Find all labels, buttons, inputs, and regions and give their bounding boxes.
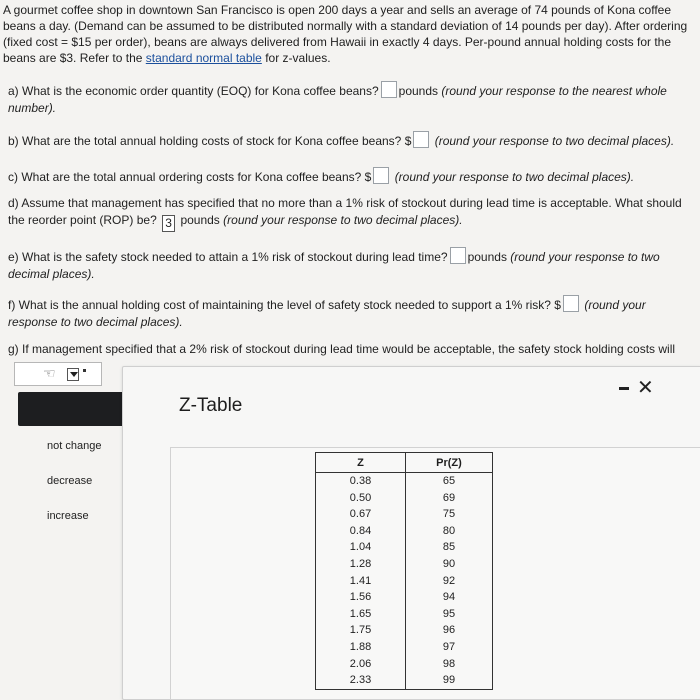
standard-normal-table-link[interactable]: standard normal table xyxy=(145,51,262,65)
pr-value: 69 xyxy=(406,490,493,507)
hand-pointer-icon: ☜ xyxy=(43,365,56,381)
z-table-window xyxy=(122,366,700,700)
z-table-content xyxy=(170,447,700,700)
table-row xyxy=(316,556,493,573)
window-title: Z-Table xyxy=(179,395,243,416)
pr-value: 65 xyxy=(406,473,493,490)
pr-value: 92 xyxy=(406,573,493,590)
problem-statement: A gourmet coffee shop in downtown San Francisco is open 200 days a year and sells an average of 74 pounds of Kona coffee beans a day. (Demand can be assumed to be distributed normally with a standard deviation of 14 pounds per day). After ordering (fixed cost = $15 per order), beans are always delivered from Hawaii in exactly 4 days. Per-pound annual holding costs for the beans are $3. Refer to the standard normal table for z-values. xyxy=(3,3,688,65)
table-row xyxy=(316,506,493,523)
question-b: b) What are the total annual holding costs of stock for Kona coffee beans? $ (round your response to two decimal places). xyxy=(8,131,698,150)
z-value: 1.56 xyxy=(316,589,406,606)
minimize-icon[interactable] xyxy=(619,387,629,390)
table-row xyxy=(316,473,493,490)
z-value: 2.06 xyxy=(316,656,406,673)
dropdown-highlight[interactable] xyxy=(18,392,134,426)
dropdown-toggle[interactable] xyxy=(67,368,79,381)
z-value: 1.65 xyxy=(316,606,406,623)
close-icon[interactable]: ✕ xyxy=(637,377,654,399)
answer-a-input[interactable] xyxy=(381,81,397,98)
table-row xyxy=(316,639,493,656)
answer-f-input[interactable] xyxy=(563,295,579,312)
z-value: 0.84 xyxy=(316,523,406,540)
table-row xyxy=(316,490,493,507)
option-not-change[interactable]: not change xyxy=(47,440,102,452)
header-z: Z xyxy=(316,453,406,473)
table-row xyxy=(316,606,493,623)
question-g: g) If management specified that a 2% risk of stockout during lead time would be acceptable, the safety stock holding costs will xyxy=(8,342,676,356)
z-value: 1.28 xyxy=(316,556,406,573)
question-c: c) What are the total annual ordering costs for Kona coffee beans? $ (round your response to two decimal places). xyxy=(8,167,698,186)
table-row xyxy=(316,539,493,556)
answer-g-dropdown[interactable] xyxy=(14,362,102,386)
z-value: 0.67 xyxy=(316,506,406,523)
table-row xyxy=(316,622,493,639)
pr-value: 99 xyxy=(406,672,493,689)
option-decrease[interactable]: decrease xyxy=(47,475,93,487)
pr-value: 85 xyxy=(406,539,493,556)
question-e: e) What is the safety stock needed to attain a 1% risk of stockout during lead time? pounds (round your response to two decimal places). xyxy=(8,247,688,283)
z-value: 1.88 xyxy=(316,639,406,656)
z-value: 1.04 xyxy=(316,539,406,556)
chevron-down-icon xyxy=(70,372,78,377)
pr-value: 80 xyxy=(406,523,493,540)
z-value: 0.50 xyxy=(316,490,406,507)
pr-value: 75 xyxy=(406,506,493,523)
z-value: 1.75 xyxy=(316,622,406,639)
answer-c-input[interactable] xyxy=(373,167,389,184)
table-row xyxy=(316,573,493,590)
pr-value: 94 xyxy=(406,589,493,606)
z-value: 2.33 xyxy=(316,672,406,689)
question-d: d) Assume that management has specified that no more than a 1% risk of stockout during lead time is acceptable. What should the reorder point (ROP) be? 3 pounds (round your response to two decimal places). xyxy=(8,196,682,230)
table-row xyxy=(316,523,493,540)
pr-value: 98 xyxy=(406,656,493,673)
question-a: a) What is the economic order quantity (EOQ) for Kona coffee beans? pounds (round your response to the nearest whole number). xyxy=(8,81,668,117)
table-row xyxy=(316,672,493,689)
header-prz: Pr(Z) xyxy=(406,453,493,473)
answer-e-input[interactable] xyxy=(450,247,466,264)
answer-d-input[interactable]: 3 xyxy=(162,215,175,232)
pr-value: 95 xyxy=(406,606,493,623)
table-row xyxy=(316,656,493,673)
z-table xyxy=(315,452,493,690)
question-f: f) What is the annual holding cost of maintaining the level of safety stock needed to support a 1% risk? $ (round your response to two decimal places). xyxy=(8,295,668,331)
z-value: 1.41 xyxy=(316,573,406,590)
z-value: 0.38 xyxy=(316,473,406,490)
dot-icon xyxy=(83,369,86,372)
pr-value: 97 xyxy=(406,639,493,656)
table-row xyxy=(316,589,493,606)
answer-b-input[interactable] xyxy=(413,131,429,148)
option-increase[interactable]: increase xyxy=(47,510,89,522)
pr-value: 96 xyxy=(406,622,493,639)
pr-value: 90 xyxy=(406,556,493,573)
